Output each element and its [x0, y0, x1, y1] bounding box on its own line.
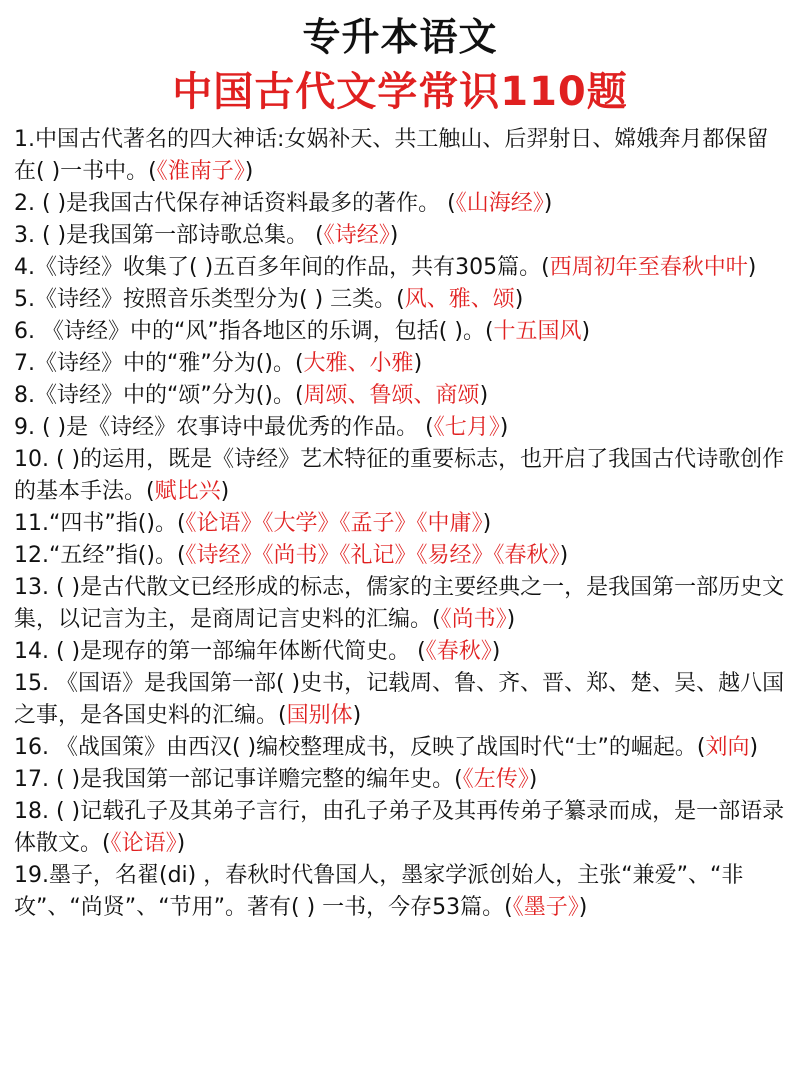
answer-text: 《左传》	[462, 767, 529, 792]
question-text: 13. ( )是古代散文已经形成的标志，儒家的主要经典之一，是我国第一部历史文集，以记言为主，是商周记言史料的汇编。(	[14, 575, 785, 632]
question-text: 6. 《诗经》中的“风”指各地区的乐调，包括( )。(	[14, 319, 494, 344]
question-close: )	[491, 639, 501, 664]
question-list	[14, 124, 786, 924]
question-item	[14, 316, 786, 348]
question-close: )	[514, 287, 524, 312]
question-item	[14, 764, 786, 796]
answer-text: 风、雅、颂	[404, 287, 515, 312]
question-text: 1.中国古代著名的四大神话:女娲补天、共工触山、后羿射日、嫦娥奔月都保留在( )一书中。(	[14, 127, 769, 184]
question-close: )	[581, 319, 591, 344]
question-text: 2. ( )是我国古代保存神话资料最多的著作。 (	[14, 191, 456, 216]
question-close: )	[528, 767, 538, 792]
question-item	[14, 124, 786, 188]
answer-text: 十五国风	[493, 319, 582, 344]
question-item	[14, 540, 786, 572]
question-text: 4.《诗经》收集了( )五百多年间的作品，共有305篇。(	[14, 255, 550, 280]
answer-text: 刘向	[705, 735, 750, 760]
answer-text: 大雅、小雅	[303, 351, 414, 376]
question-text: 14. ( )是现存的第一部编年体断代简史。 (	[14, 639, 426, 664]
question-text: 7.《诗经》中的“雅”分为()。(	[14, 351, 304, 376]
answer-text: 国别体	[286, 703, 353, 728]
question-text: 19.墨子，名翟(di) ，春秋时代鲁国人，墨家学派创始人，主张“兼爱”、“非攻”、“尚贤”、“节用”。著有( ) 一书，今存53篇。(	[14, 863, 744, 920]
question-close: )	[482, 511, 492, 536]
answer-text: 《论语》	[110, 831, 177, 856]
question-text: 5.《诗经》按照音乐类型分为( ) 三类。(	[14, 287, 405, 312]
question-item	[14, 508, 786, 540]
question-text: 9. ( )是《诗经》农事诗中最优秀的作品。 (	[14, 415, 434, 440]
page-title: 专升本语文	[302, 15, 498, 59]
answer-text: 《山海经》	[455, 191, 544, 216]
question-item	[14, 284, 786, 316]
question-close: )	[244, 159, 254, 184]
question-item	[14, 412, 786, 444]
question-text: 11.“四书”指()。(	[14, 511, 186, 536]
question-item	[14, 572, 786, 636]
header	[14, 0, 786, 120]
question-close: )	[220, 479, 230, 504]
answer-text: 西周初年至春秋中叶	[549, 255, 748, 280]
question-close: )	[176, 831, 186, 856]
question-text: 10. ( )的运用，既是《诗经》艺术特征的重要标志，也开启了我国古代诗歌创作的基本手法。(	[14, 447, 785, 504]
question-close: )	[413, 351, 423, 376]
answer-text: 《诗经》《尚书》《礼记》《易经》《春秋》	[185, 543, 560, 568]
question-item	[14, 380, 786, 412]
question-item	[14, 220, 786, 252]
question-close: )	[506, 607, 516, 632]
answer-text: 《诗经》	[323, 223, 390, 248]
question-text: 16. 《战国策》由西汉( )编校整理成书，反映了战国时代“士”的崛起。(	[14, 735, 706, 760]
question-close: )	[479, 383, 489, 408]
question-close: )	[352, 703, 362, 728]
answer-text: 《淮南子》	[156, 159, 245, 184]
question-text: 3. ( )是我国第一部诗歌总集。 (	[14, 223, 324, 248]
question-item	[14, 252, 786, 284]
question-close: )	[543, 191, 553, 216]
question-text: 15. 《国语》是我国第一部( )史书，记载周、鲁、齐、晋、郑、楚、吴、越八国之事，是各国史料的汇编。(	[14, 671, 785, 728]
question-item	[14, 860, 786, 924]
answer-text: 《春秋》	[425, 639, 492, 664]
question-close: )	[747, 255, 757, 280]
question-close: )	[499, 415, 509, 440]
question-close: )	[389, 223, 399, 248]
question-text: 12.“五经”指()。(	[14, 543, 186, 568]
question-item	[14, 444, 786, 508]
question-text: 8.《诗经》中的“颂”分为()。(	[14, 383, 304, 408]
question-text: 18. ( )记载孔子及其弟子言行，由孔子弟子及其再传弟子纂录而成，是一部语录体散文。(	[14, 799, 785, 856]
question-item	[14, 668, 786, 732]
answer-text: 《尚书》	[440, 607, 507, 632]
question-item	[14, 188, 786, 220]
answer-text: 《墨子》	[512, 895, 579, 920]
answer-text: 周颂、鲁颂、商颂	[303, 383, 480, 408]
answer-text: 赋比兴	[154, 479, 221, 504]
question-close: )	[559, 543, 569, 568]
question-text: 17. ( )是我国第一部记事详赡完整的编年史。(	[14, 767, 463, 792]
answer-text: 《论语》《大学》《孟子》《中庸》	[185, 511, 483, 536]
question-close: )	[578, 895, 588, 920]
question-item	[14, 636, 786, 668]
question-close: )	[749, 735, 759, 760]
page-subtitle: 中国古代文学常识110题	[172, 69, 628, 115]
question-item	[14, 796, 786, 860]
question-item	[14, 348, 786, 380]
answer-text: 《七月》	[433, 415, 500, 440]
question-item	[14, 732, 786, 764]
